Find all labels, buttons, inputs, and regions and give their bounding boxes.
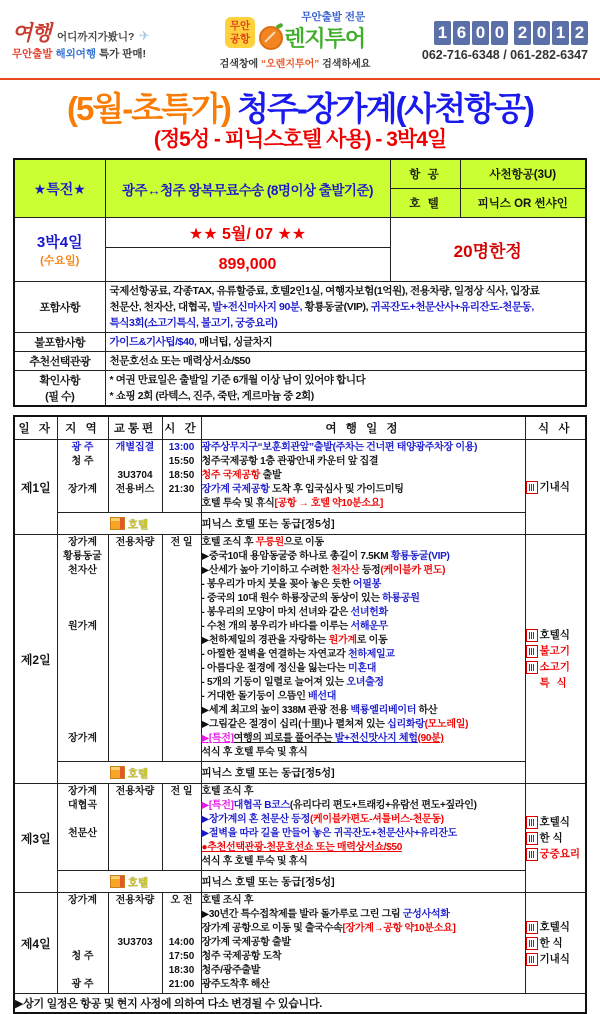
itinerary-header-row xyxy=(14,416,586,440)
itinerary-table xyxy=(13,415,587,1014)
hotel-icon xyxy=(110,875,125,888)
schedule-cell: 호텔 조식 후 ▶30년간 특수접착제를 발라 돌가루로 그린 그림 군성사석화 장가계 공항으로 이동 및 출국수속[장가계→공항 약10분소요] 장가계 국제공항 출발 청주 국제공항 도착 청주/광주출발 광주도착후 해산 xyxy=(201,893,525,994)
hotel-icon xyxy=(110,517,125,530)
special-label: ★특전★ xyxy=(14,159,105,218)
schedule-cell: 호텔 조식 후 ▶[특전]대협곡 B코스(유리다리 편도+트래킹+유람선 편도+짚라인) ▶장가계의 혼 천문산 등정(케이블카편도-셔틀버스-천문동) ▶절벽을 따라 길을 만들어 놓은 귀곡잔도+천문산사+유리잔도 ●추천선택관광-천문호선쇼 또는 매력상서쇼/$50 석식 후 호텔 투숙 및 휴식 xyxy=(201,784,525,871)
phone-digit: 1 xyxy=(552,21,569,45)
agency-subtitle: 무안출발 해외여행 특가 판매! xyxy=(12,47,146,60)
transport-cell: 전용차량 xyxy=(108,784,162,871)
phone-digit: 6 xyxy=(453,21,470,45)
title-main: 청주-장가계(사천항공) xyxy=(237,90,533,127)
transport-cell: 개별집결 3U3704 전용버스 xyxy=(108,440,162,513)
info-row-label: 추천선택관광 xyxy=(14,352,105,371)
day-row xyxy=(14,784,586,871)
title-highlight: (5월-초특가) xyxy=(67,90,238,127)
region-cell: 장가계 청 주 광 주 xyxy=(57,893,108,994)
region-cell: 광 주 청 주 장가계 xyxy=(57,440,108,513)
phone-block xyxy=(418,21,588,62)
phone-digits xyxy=(418,21,588,45)
phone-digit: 0 xyxy=(491,21,508,45)
hotel-badge: 호텔 xyxy=(57,871,201,893)
col-day: 일 자 xyxy=(14,416,57,440)
search-hint: 검색창에 “오렌지투어” 검색하세요 xyxy=(219,59,371,71)
time-cell: 오 전 14:00 17:50 18:30 21:00 xyxy=(162,893,201,994)
meal-item: 기내식 xyxy=(526,951,586,967)
hotel-row xyxy=(14,762,586,784)
departure-date: ★★ 5월/ 07 ★★ xyxy=(105,218,390,248)
muan-airport-badge: 무안 공항 xyxy=(225,17,255,47)
page-title xyxy=(0,90,600,152)
meal-item: 호텔식 xyxy=(526,814,586,830)
airline-value: 사천항공(3U) xyxy=(460,159,586,189)
phone-digit: 2 xyxy=(514,21,531,45)
hotel-badge: 호텔 xyxy=(57,513,201,535)
schedule-note: ▶상기 일정은 항공 및 현지 사정에 의하여 다소 변경될 수 있습니다. xyxy=(14,994,586,1014)
info-row-content: * 여권 만료일은 출발일 기준 6개월 이상 남이 있어야 합니다 * 쇼핑 2회 (라텍스, 진주, 죽탄, 게르마늄 중 2회) xyxy=(105,371,586,407)
info-row-label: 불포함사항 xyxy=(14,333,105,352)
orangetour-logo xyxy=(220,12,371,71)
region-cell: 장가계 대협곡 천문산 xyxy=(57,784,108,871)
phone-digit: 1 xyxy=(434,21,451,45)
hotel-row xyxy=(14,871,586,893)
info-row xyxy=(14,371,586,407)
airline-label: 항 공 xyxy=(390,159,460,189)
hotel-row xyxy=(14,513,586,535)
meal-icon xyxy=(526,848,538,861)
meal-icon xyxy=(526,661,538,674)
phone-digit: 0 xyxy=(533,21,550,45)
day-label: 제3일 xyxy=(14,784,57,893)
meal-icon xyxy=(526,816,538,829)
day-row xyxy=(14,535,586,762)
region-cell: 장가계 황룡동굴 천자산 원가계 장가계 xyxy=(57,535,108,762)
plane-icon: ✈ xyxy=(138,28,150,44)
hotel-label: 호 텔 xyxy=(390,189,460,218)
meal-cell xyxy=(525,535,586,784)
col-time: 시 간 xyxy=(162,416,201,440)
meal-item: 한 식 xyxy=(526,935,586,951)
phone-numbers: 062-716-6348 / 061-282-6347 xyxy=(421,47,588,62)
price: 899,000 xyxy=(105,248,390,282)
meal-item: 호텔식 xyxy=(526,919,586,935)
hotel-name: 피닉스 호텔 또는 동급[정5성] xyxy=(201,871,586,893)
meal-item: 궁중요리 xyxy=(526,846,586,862)
capacity-limit: 20명한정 xyxy=(390,218,586,282)
orangetour-caption: 무안출발 전문 xyxy=(301,10,366,23)
meal-icon xyxy=(526,937,538,950)
schedule-cell: 호텔 조식 후 무릉원으로 이동 ▶중국10대 용암동굴중 하나로 총길이 7.5KM 황룡동굴(VIP) ▶산세가 높아 기이하고 수려한 천자산 등정(케이블카 편도) - 봉우리가 마치 붓을 꽂아 놓은 듯한 어필봉 - 중국의 10대 원수 하룡장군의 동상이 있는 하룡공원 - 봉우리의 모양이 마치 선녀와 같은 선녀헌화 - 수천 개의 봉우리가 바다를 이루는 서해운무 ▶천하제일의 경관을 자랑하는 원가계로 이동 - 아찔한 절벽을 연결하는 자연교각 천하제일교 - 아름다운 절경에 정신을 잃는다는 미혼대 - 5개의 기둥이 일렬로 늘어져 있는 오녀출정 - 거대한 돌기둥이 으뜸인 배선대 ▶세계 최고의 높이 338M 관광 전용 백룡엘리베이터 하산 ▶그림같은 절경이 십리(十里)나 펼쳐져 있는 십리화랑(모노레일) ▶[특전]여행의 피로를 풀어주는 발+전신맛사지 체험(90분) 석식 후 호텔 투숙 및 휴식 xyxy=(201,535,525,762)
meal-icon xyxy=(526,645,538,658)
special-text: 광주↔청주 왕복무료수송 (8명이상 출발기준) xyxy=(105,159,390,218)
meal-icon xyxy=(526,481,538,494)
col-region: 지 역 xyxy=(57,416,108,440)
info-row xyxy=(14,333,586,352)
info-row xyxy=(14,352,586,371)
orangetour-brand: 렌지투어 xyxy=(259,22,365,53)
schedule-cell: 광주상무지구“보훈회관앞”출발(주차는 건너편 태양광주차장 이용) 청주국제공항 1층 관광안내 카운터 앞 집결 청주 국제공항 출발 장가계 국제공항 도착 후 입국심사 및 가이드미팅 호텔 투숙 및 휴식[공항 → 호텔 약10분소요] xyxy=(201,440,525,513)
time-cell: 13:00 15:50 18:50 21:30 xyxy=(162,440,201,513)
hotel-name: 피닉스 호텔 또는 동급[정5성] xyxy=(201,513,586,535)
hotel-value: 피닉스 OR 썬샤인 xyxy=(460,189,586,218)
col-transport: 교통편 xyxy=(108,416,162,440)
top-banner xyxy=(0,0,600,76)
title-subtitle: (정5성 - 피닉스호텔 사용) - 3박4일 xyxy=(153,127,447,151)
price-row xyxy=(14,218,586,248)
meal-item: 불고기 xyxy=(526,643,586,659)
transport-cell: 전용차량 3U3703 xyxy=(108,893,162,994)
day-row xyxy=(14,893,586,994)
day-row xyxy=(14,440,586,513)
header-divider xyxy=(0,78,600,80)
info-row-label: 포함사항 xyxy=(14,282,105,333)
info-row-content: 천문호선쇼 또는 매력상서쇼/$50 xyxy=(105,352,586,371)
day-label: 제2일 xyxy=(14,535,57,784)
note-row xyxy=(14,994,586,1014)
info-row-label: 확인사항 (필 수) xyxy=(14,371,105,407)
duration-cell: 3박4일 (수요일) xyxy=(14,218,105,282)
time-cell: 전 일 xyxy=(162,784,201,871)
time-cell: 전 일 xyxy=(162,535,201,762)
orange-icon xyxy=(259,26,283,50)
meal-item: 한 식 xyxy=(526,830,586,846)
hotel-icon xyxy=(110,766,125,779)
day-label: 제4일 xyxy=(14,893,57,994)
hotel-badge: 호텔 xyxy=(57,762,201,784)
hotel-name: 피닉스 호텔 또는 동급[정5성] xyxy=(201,762,586,784)
special-row xyxy=(14,159,586,189)
phone-digit: 2 xyxy=(571,21,588,45)
transport-cell: 전용차량 xyxy=(108,535,162,762)
meal-item: 소고기 xyxy=(526,659,586,675)
phone-digit: 0 xyxy=(472,21,489,45)
info-row-content: 가이드&기사팁/$40, 매너팁, 싱글차지 xyxy=(105,333,586,352)
info-row-content: 국제선항공료, 각종TAX, 유류할증료, 호텔2인1실, 여행자보험(1억원), 전용차량, 일정상 식사, 입장료 천문산, 천자산, 대협곡, 발+전신마사지 90분, 황룡동굴(VIP), 귀곡잔도+천문산사+유리잔도-천문동, 특식3회(소고기특식, 불고기, 궁중요리) xyxy=(105,282,586,333)
meal-cell xyxy=(525,893,586,994)
meal-item: 호텔식 xyxy=(526,627,586,643)
agency-logo xyxy=(12,21,172,60)
meal-icon xyxy=(526,832,538,845)
agency-brand: 여행 xyxy=(12,22,51,46)
col-meal: 식 사 xyxy=(525,416,586,440)
meal-item: 기내식 xyxy=(526,479,586,495)
package-info-table xyxy=(13,158,587,407)
day-label: 제1일 xyxy=(14,440,57,535)
meal-item: 특 식 xyxy=(539,677,569,690)
info-row xyxy=(14,282,586,333)
meal-icon xyxy=(526,953,538,966)
agency-tagline: 어디까지가봤니? xyxy=(57,31,135,44)
meal-icon xyxy=(526,921,538,934)
col-schedule: 여 행 일 정 xyxy=(201,416,525,440)
meal-icon xyxy=(526,629,538,642)
